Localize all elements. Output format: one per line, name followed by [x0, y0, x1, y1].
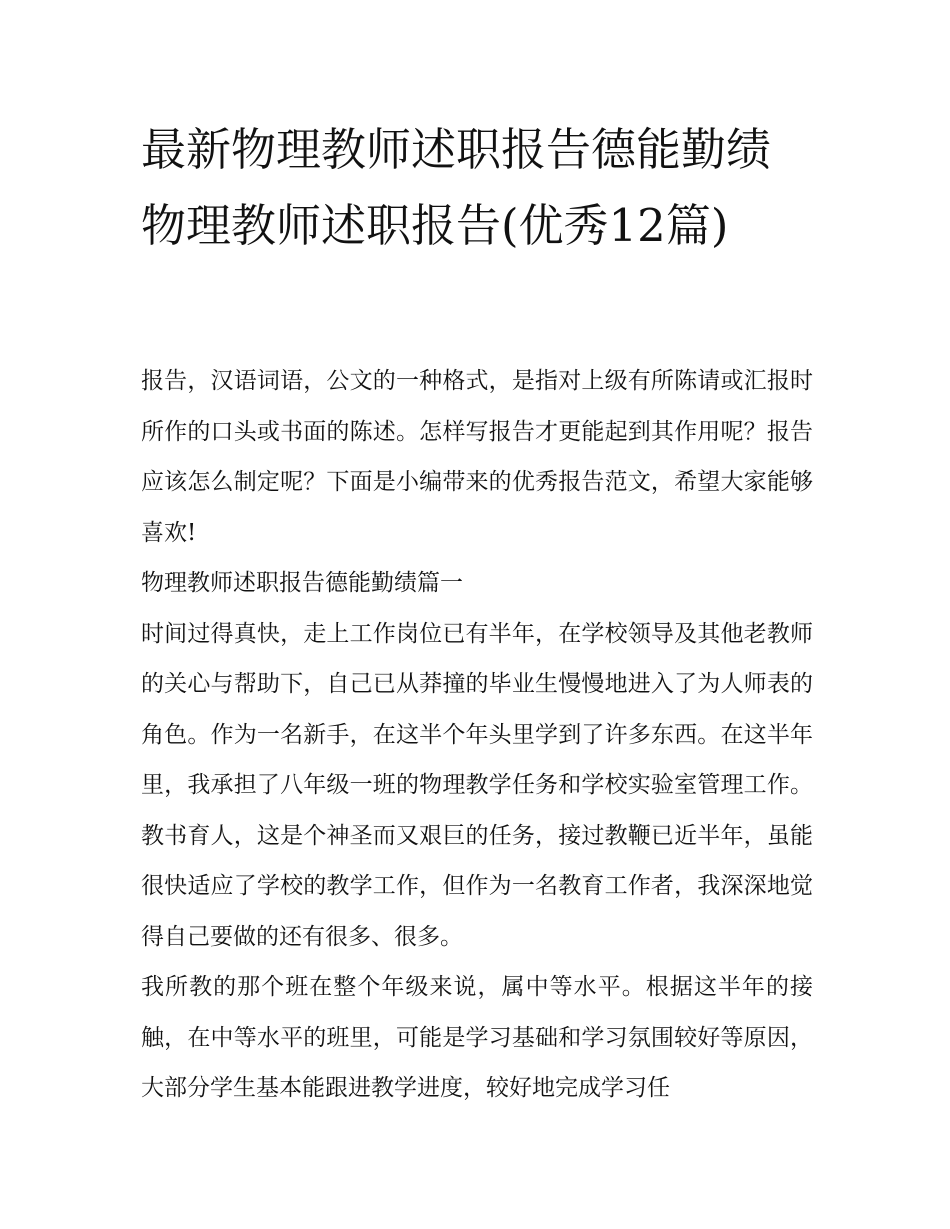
document-title: 最新物理教师述职报告德能勤绩 物理教师述职报告(优秀12篇) [141, 123, 772, 252]
document-body [141, 356, 813, 1114]
section-heading: 物理教师述职报告德能勤绩篇一 [141, 570, 463, 596]
body-paragraph: 时间过得真快，走上工作岗位已有半年，在学校领导及其他老教师的关心与帮助下，自己已从莽撞的毕业生慢慢地进入了为人师表的角色。作为一名新手，在这半个年头里学到了许多东西。在这半年里，我承担了八年级一班的物理教学任务和学校实验室管理工作。教书育人，这是个神圣而又艰巨的任务，接过教鞭已近半年，虽能很快适应了学校的教学工作，但作为一名教育工作者，我深深地觉得自己要做的还有很多、很多。 [141, 620, 813, 950]
body-paragraph: 我所教的那个班在整个年级来说，属中等水平。根据这半年的接触，在中等水平的班里，可能是学习基础和学习氛围较好等原因，大部分学生基本能跟进教学进度，较好地完成学习任 [141, 974, 813, 1101]
intro-paragraph: 报告，汉语词语，公文的一种格式，是指对上级有所陈请或汇报时所作的口头或书面的陈述。怎样写报告才更能起到其作用呢？报告应该怎么制定呢？下面是小编带来的优秀报告范文，希望大家能够喜欢! [141, 368, 813, 546]
